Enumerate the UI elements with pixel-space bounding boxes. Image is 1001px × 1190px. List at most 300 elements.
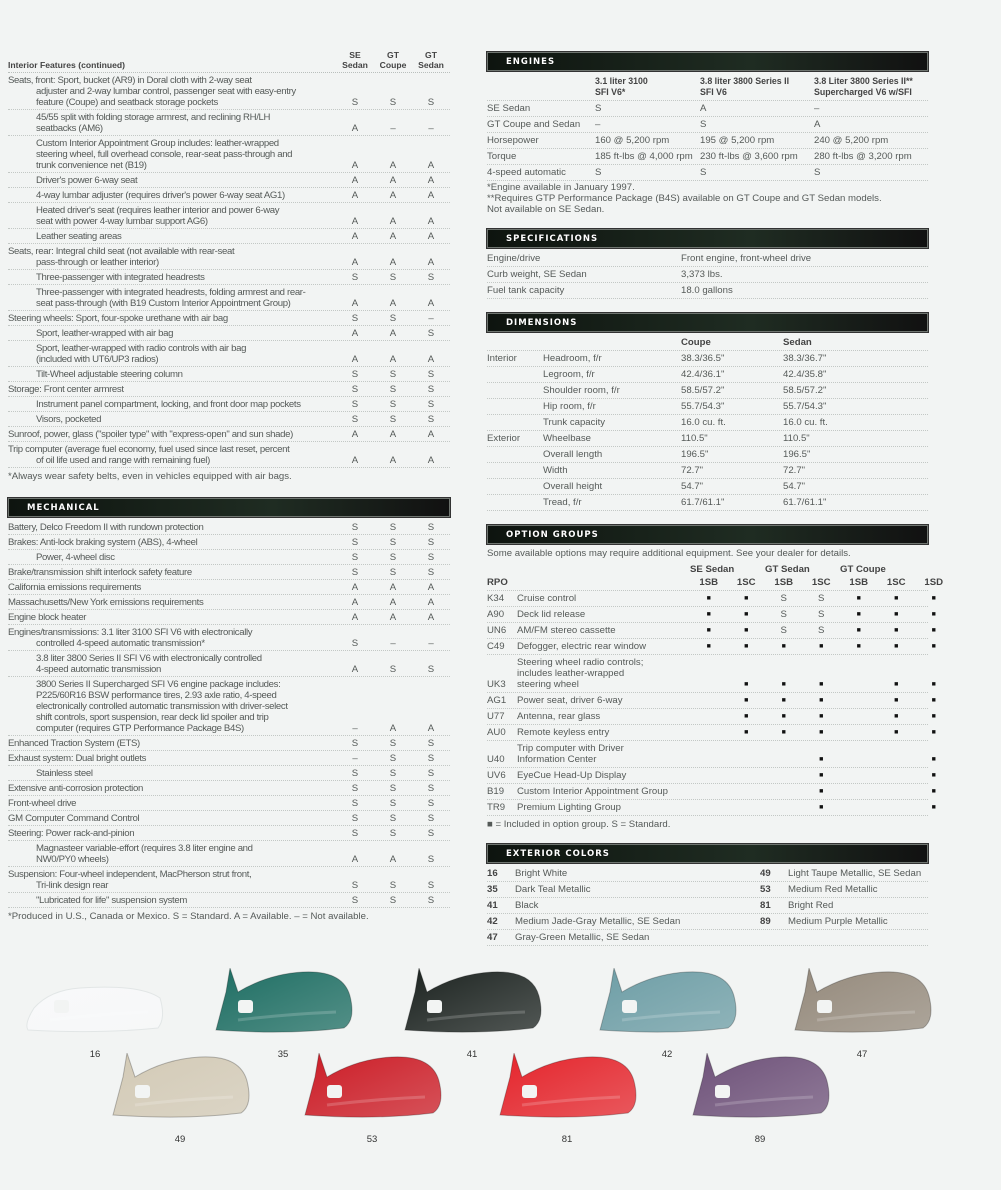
feature-label: Brakes: Anti-lock braking system (ABS), 4-wheel: [8, 536, 198, 548]
included-mark: ■: [706, 595, 711, 602]
color-code: 41: [487, 900, 498, 911]
table-row: [8, 110, 450, 136]
availability-value: A: [427, 581, 435, 593]
color-swatch: [592, 968, 742, 1060]
dimension-group: [487, 401, 543, 412]
dimension-sedan: 16.0 cu. ft.: [783, 417, 828, 428]
availability-value: S: [351, 271, 359, 283]
dimension-sedan: 54.7": [783, 481, 806, 492]
included-mark: ■: [931, 756, 936, 763]
mirror-swatch-icon: [20, 968, 170, 1034]
dimension-group: Exterior: [487, 433, 521, 444]
color-name: Bright White: [515, 868, 568, 879]
table-row: [8, 73, 450, 110]
spec-label: Fuel tank capacity: [487, 285, 565, 296]
engine-row: [487, 117, 928, 133]
swatch-code: 49: [174, 1134, 186, 1145]
engine-value: 240 @ 5,200 rpm: [814, 135, 889, 146]
color-code: 89: [760, 916, 771, 927]
dimension-label: Trunk capacity: [543, 417, 606, 428]
availability-value: –: [428, 637, 434, 649]
table-row: [8, 595, 450, 610]
included-mark: ■: [931, 643, 936, 650]
availability-value: S: [427, 327, 435, 339]
included-mark: ■: [931, 627, 936, 634]
availability-value: S: [389, 663, 397, 675]
included-mark: ■: [856, 643, 861, 650]
availability-value: A: [389, 189, 397, 201]
availability-value: S: [389, 551, 397, 563]
dim-col-sedan: Sedan: [783, 337, 812, 348]
availability-value: S: [427, 536, 435, 548]
feature-label: Sport, leather-wrapped with air bag: [36, 327, 174, 339]
mechanical-note: *Produced in U.S., Canada or Mexico. S = Standard. A = Available. – = Not available.: [8, 911, 369, 922]
feature-label: 45/55 split with folding storage armrest, and reclining RH/LH seatbacks (AM6): [36, 111, 271, 134]
dimension-row: [487, 495, 928, 511]
engines-title: ENGINES: [506, 56, 556, 67]
mirror-swatch-icon: [685, 1053, 835, 1119]
included-mark: ■: [931, 788, 936, 795]
option-row: [487, 784, 936, 800]
included-mark: ■: [931, 611, 936, 618]
option-desc: AM/FM stereo cassette: [517, 625, 616, 636]
feature-label: Three-passenger with integrated headrests: [36, 271, 205, 283]
engine-value: 160 @ 5,200 rpm: [595, 135, 670, 146]
availability-value: A: [351, 596, 359, 608]
availability-value: S: [389, 566, 397, 578]
availability-value: A: [351, 581, 359, 593]
dim-col-coupe: Coupe: [681, 337, 711, 348]
table-row: [8, 412, 450, 427]
included-mark: ■: [819, 772, 824, 779]
included-mark: ■: [706, 643, 711, 650]
dimensions-header: [487, 335, 928, 351]
option-groups-intro: Some available options may require additional equipment. See your dealer for details.: [487, 548, 851, 559]
availability-value: –: [428, 122, 434, 134]
feature-label: Custom Interior Appointment Group includes: leather-wrapped steering wheel, full overhead console, rear-seat pass-through and trunk convenience net (B19): [36, 137, 293, 171]
included-mark: ■: [819, 729, 824, 736]
dimension-sedan: 61.7/61.1": [783, 497, 827, 508]
engine-row-label: Torque: [487, 151, 517, 162]
table-row: [8, 550, 450, 565]
table-row: [8, 136, 450, 173]
included-mark: ■: [781, 697, 786, 704]
availability-value: S: [351, 96, 359, 108]
feature-label: Heated driver's seat (requires leather interior and power 6-way seat with power 4-way lumbar support AG6): [36, 204, 280, 227]
availability-value: S: [351, 413, 359, 425]
model-gt-coupe: GT Coupe: [840, 564, 886, 575]
package-label: 1SD: [924, 577, 944, 588]
dimension-coupe: 72.7": [681, 465, 704, 476]
rpo-code: K34: [487, 593, 505, 604]
exterior-colors-list: [487, 866, 928, 946]
dimension-label: Tread, f/r: [543, 497, 582, 508]
swatch-code: 35: [277, 1049, 289, 1060]
rpo-code: UN6: [487, 625, 507, 636]
feature-label: GM Computer Command Control: [8, 812, 140, 824]
availability-value: A: [351, 853, 359, 865]
table-row: [8, 781, 450, 796]
availability-value: A: [427, 215, 435, 227]
model-gt-sedan: GT Sedan: [765, 564, 810, 575]
mirror-swatch-icon: [787, 968, 937, 1034]
dimension-row: [487, 431, 928, 447]
dimension-coupe: 61.7/61.1": [681, 497, 725, 508]
included-mark: ■: [931, 713, 936, 720]
mirror-swatch-icon: [592, 968, 742, 1034]
mechanical-table: [8, 520, 450, 908]
engine-col-1: 3.1 liter 3100 SFI V6*: [595, 76, 648, 97]
availability-value: S: [389, 767, 397, 779]
availability-value: S: [389, 827, 397, 839]
table-row: [8, 766, 450, 781]
color-name: Dark Teal Metallic: [515, 884, 591, 895]
swatch-code: 42: [661, 1049, 673, 1060]
availability-value: S: [351, 383, 359, 395]
engine-row: [487, 149, 928, 165]
color-swatch: [685, 1053, 835, 1145]
feature-label: Stainless steel: [36, 767, 93, 779]
availability-value: –: [390, 637, 396, 649]
table-row: [8, 382, 450, 397]
color-row: [487, 930, 928, 946]
color-code: 16: [487, 868, 498, 879]
availability-value: S: [389, 398, 397, 410]
specifications-table: [487, 251, 928, 299]
feature-label: Seats, rear: Integral child seat (not available with rear-seat pass-through or leather interior): [8, 245, 235, 268]
feature-label: Front-wheel drive: [8, 797, 77, 809]
rpo-code: U40: [487, 754, 505, 765]
option-row: [487, 607, 936, 623]
dimensions-title: DIMENSIONS: [506, 317, 578, 328]
availability-value: S: [351, 797, 359, 809]
availability-value: A: [351, 297, 359, 309]
option-row: [487, 741, 936, 768]
availability-value: S: [427, 383, 435, 395]
interior-note: *Always wear safety belts, even in vehicles equipped with air bags.: [8, 471, 292, 482]
included-mark: ■: [819, 804, 824, 811]
included-mark: ■: [894, 713, 899, 720]
engine-row: [487, 101, 928, 117]
color-code: 35: [487, 884, 498, 895]
dimension-row: [487, 383, 928, 399]
availability-value: S: [389, 782, 397, 794]
feature-label: Massachusetts/New York emissions requirements: [8, 596, 204, 608]
table-row: [8, 270, 450, 285]
package-label: 1SC: [886, 577, 906, 588]
dimension-coupe: 54.7": [681, 481, 704, 492]
table-row: [8, 520, 450, 535]
mechanical-section-header: [8, 498, 450, 517]
availability-value: S: [427, 827, 435, 839]
dimension-label: Shoulder room, f/r: [543, 385, 620, 396]
included-mark: ■: [706, 627, 711, 634]
availability-value: S: [351, 637, 359, 649]
color-row: [487, 914, 928, 930]
table-row: [8, 610, 450, 625]
option-row: [487, 709, 936, 725]
option-desc: Trip computer with Driver Information Center: [517, 743, 624, 765]
color-swatch: [787, 968, 937, 1060]
dimension-row: [487, 415, 928, 431]
engine-row-label: SE Sedan: [487, 103, 531, 114]
color-row: [487, 898, 928, 914]
mirror-swatch-icon: [208, 968, 358, 1034]
rpo-code: A90: [487, 609, 505, 620]
feature-label: Steering wheels: Sport, four-spoke urethane with air bag: [8, 312, 228, 324]
option-desc: Steering wheel radio controls; includes leather-wrapped steering wheel: [517, 657, 644, 690]
option-groups-table: [487, 591, 936, 816]
table-row: [8, 625, 450, 651]
availability-value: A: [351, 428, 359, 440]
engines-table: [487, 101, 928, 181]
included-mark: ■: [744, 643, 749, 650]
option-groups-title: OPTION GROUPS: [506, 529, 599, 540]
color-name: Gray-Green Metallic, SE Sedan: [515, 932, 650, 943]
availability-value: S: [389, 383, 397, 395]
table-row: [8, 397, 450, 412]
availability-value: A: [389, 581, 397, 593]
option-row: [487, 768, 936, 784]
option-mark: S: [818, 625, 825, 636]
swatch-code: 89: [754, 1134, 766, 1145]
engine-col-3: 3.8 Liter 3800 Series II** Supercharged V6 w/SFI: [814, 76, 913, 97]
availability-value: S: [389, 797, 397, 809]
option-row: [487, 591, 936, 607]
availability-value: S: [389, 413, 397, 425]
availability-value: S: [351, 812, 359, 824]
included-mark: ■: [744, 681, 749, 688]
color-swatch: [20, 968, 170, 1060]
package-label: 1SB: [774, 577, 794, 588]
dimension-label: Headroom, f/r: [543, 353, 602, 364]
availability-value: A: [427, 428, 435, 440]
color-swatch: [208, 968, 358, 1060]
table-row: [8, 427, 450, 442]
included-mark: ■: [856, 595, 861, 602]
availability-value: A: [427, 297, 435, 309]
availability-value: A: [389, 215, 397, 227]
feature-label: Seats, front: Sport, bucket (AR9) in Doral cloth with 2-way seat adjuster and 2-way lumbar control, passenger seat with easy-entry feature (Coupe) and seatback storage pockets: [8, 74, 296, 108]
availability-value: A: [389, 297, 397, 309]
table-row: [8, 841, 450, 867]
table-row: [8, 326, 450, 341]
specifications-section-header: [487, 229, 928, 248]
mirror-swatch-icon: [492, 1053, 642, 1119]
included-mark: ■: [856, 627, 861, 634]
option-desc: Antenna, rear glass: [517, 711, 601, 722]
spec-label: Curb weight, SE Sedan: [487, 269, 587, 280]
option-row: [487, 639, 936, 655]
feature-label: Driver's power 6-way seat: [36, 174, 138, 186]
availability-value: A: [351, 159, 359, 171]
availability-value: S: [351, 368, 359, 380]
option-desc: Remote keyless entry: [517, 727, 610, 738]
included-mark: ■: [931, 804, 936, 811]
feature-label: 4-way lumbar adjuster (requires driver's power 6-way seat AG1): [36, 189, 285, 201]
option-desc: Deck lid release: [517, 609, 586, 620]
availability-value: A: [389, 256, 397, 268]
availability-value: S: [389, 812, 397, 824]
color-swatch: [105, 1053, 255, 1145]
availability-value: S: [427, 797, 435, 809]
spec-row: [487, 251, 928, 267]
table-row: [8, 580, 450, 595]
table-row: [8, 203, 450, 229]
feature-label: Enhanced Traction System (ETS): [8, 737, 140, 749]
feature-label: Sport, leather-wrapped with radio controls with air bag (included with UT6/UP3 radios): [36, 342, 247, 365]
table-row: [8, 893, 450, 908]
availability-value: A: [389, 230, 397, 242]
rpo-code: B19: [487, 786, 505, 797]
availability-value: S: [351, 737, 359, 749]
color-name: Medium Purple Metallic: [788, 916, 888, 927]
included-mark: ■: [819, 713, 824, 720]
availability-value: S: [351, 566, 359, 578]
rpo-code: AU0: [487, 727, 506, 738]
table-row: [8, 565, 450, 580]
feature-label: Battery, Delco Freedom II with rundown protection: [8, 521, 204, 533]
included-mark: ■: [819, 697, 824, 704]
availability-value: A: [427, 596, 435, 608]
mirror-swatch-icon: [105, 1053, 255, 1119]
color-code: 53: [760, 884, 771, 895]
dimension-sedan: 72.7": [783, 465, 806, 476]
dimensions-table: [487, 351, 928, 511]
availability-value: S: [389, 521, 397, 533]
engine-value: –: [814, 103, 820, 114]
swatch-code: 41: [466, 1049, 478, 1060]
engine-row-label: 4-speed automatic: [487, 167, 566, 178]
color-swatch: [492, 1053, 642, 1145]
availability-value: A: [351, 353, 359, 365]
dimension-row: [487, 447, 928, 463]
availability-value: S: [351, 879, 359, 891]
availability-value: A: [427, 722, 435, 734]
rpo-code: TR9: [487, 802, 506, 813]
availability-value: –: [390, 122, 396, 134]
availability-value: A: [427, 353, 435, 365]
availability-value: S: [427, 551, 435, 563]
option-row: [487, 693, 936, 709]
color-name: Bright Red: [788, 900, 834, 911]
dimension-row: [487, 463, 928, 479]
included-mark: ■: [894, 611, 899, 618]
availability-value: S: [389, 271, 397, 283]
dimension-label: Legroom, f/r: [543, 369, 595, 380]
option-groups-section-header: [487, 525, 928, 544]
table-row: [8, 826, 450, 841]
dimension-coupe: 55.7/54.3": [681, 401, 725, 412]
availability-value: S: [351, 827, 359, 839]
availability-value: S: [351, 551, 359, 563]
option-row: [487, 655, 936, 693]
engine-row-label: Horsepower: [487, 135, 539, 146]
swatch-code: 16: [89, 1049, 101, 1060]
feature-label: 3800 Series II Supercharged SFI V6 engine package includes: P225/60R16 BSW performance tires, 2.93 axle ratio, 4-speed electronically controlled automatic transmission with driver-select shift controls, sport suspension, rear deck lid spoiler and trip computer (requires GTP Performance Package B4S): [36, 678, 288, 734]
dimension-group: [487, 465, 543, 476]
feature-label: Storage: Front center armrest: [8, 383, 124, 395]
feature-label: Leather seating areas: [36, 230, 122, 242]
feature-label: Engine block heater: [8, 611, 87, 623]
engine-value: 280 ft-lbs @ 3,200 rpm: [814, 151, 912, 162]
interior-features-table: [8, 73, 450, 468]
spec-value: 18.0 gallons: [681, 285, 733, 296]
included-mark: ■: [931, 681, 936, 688]
included-mark: ■: [744, 697, 749, 704]
rpo-code: AG1: [487, 695, 507, 706]
engine-value: S: [595, 103, 602, 114]
dimension-label: Overall height: [543, 481, 603, 492]
color-code: 42: [487, 916, 498, 927]
availability-value: S: [427, 894, 435, 906]
table-row: [8, 173, 450, 188]
included-mark: ■: [744, 595, 749, 602]
engine-value: A: [814, 119, 821, 130]
included-mark: ■: [744, 611, 749, 618]
availability-value: A: [389, 853, 397, 865]
included-mark: ■: [894, 643, 899, 650]
availability-value: S: [427, 521, 435, 533]
dimension-label: Hip room, f/r: [543, 401, 596, 412]
engine-value: –: [595, 119, 601, 130]
option-row: [487, 800, 936, 816]
table-row: [8, 867, 450, 893]
availability-value: S: [389, 96, 397, 108]
dimension-sedan: 110.5": [783, 433, 810, 444]
dimension-sedan: 42.4/35.8": [783, 369, 827, 380]
table-row: [8, 811, 450, 826]
included-mark: ■: [744, 713, 749, 720]
dimension-sedan: 38.3/36.7": [783, 353, 827, 364]
availability-value: S: [351, 521, 359, 533]
table-row: [8, 651, 450, 677]
color-code: 47: [487, 932, 498, 943]
engine-col-2: 3.8 liter 3800 Series II SFI V6: [700, 76, 790, 97]
availability-value: S: [351, 782, 359, 794]
swatch-code: 81: [561, 1134, 573, 1145]
right-column: [487, 52, 944, 946]
availability-value: S: [427, 737, 435, 749]
feature-label: Magnasteer variable-effort (requires 3.8 liter engine and NW0/PY0 wheels): [36, 842, 253, 865]
option-desc: Cruise control: [517, 593, 577, 604]
engine-row: [487, 165, 928, 181]
table-row: [8, 796, 450, 811]
engine-value: A: [700, 103, 707, 114]
availability-value: A: [351, 230, 359, 242]
dimension-coupe: 110.5": [681, 433, 708, 444]
color-code: 49: [760, 868, 771, 879]
included-mark: ■: [781, 729, 786, 736]
included-mark: ■: [931, 772, 936, 779]
dimension-label: Width: [543, 465, 568, 476]
spec-row: [487, 283, 928, 299]
rpo-code: UK3: [487, 679, 506, 690]
availability-value: A: [389, 596, 397, 608]
dimension-group: [487, 449, 543, 460]
spec-value: 3,373 lbs.: [681, 269, 723, 280]
color-row: [487, 882, 928, 898]
availability-value: A: [351, 215, 359, 227]
exterior-colors-section-header: [487, 844, 928, 863]
availability-value: –: [352, 752, 358, 764]
availability-value: A: [427, 256, 435, 268]
color-code: 81: [760, 900, 771, 911]
feature-label: Instrument panel compartment, locking, and front door map pockets: [36, 398, 301, 410]
feature-label: Tilt-Wheel adjustable steering column: [36, 368, 183, 380]
dimension-group: [487, 369, 543, 380]
feature-label: Power, 4-wheel disc: [36, 551, 115, 563]
